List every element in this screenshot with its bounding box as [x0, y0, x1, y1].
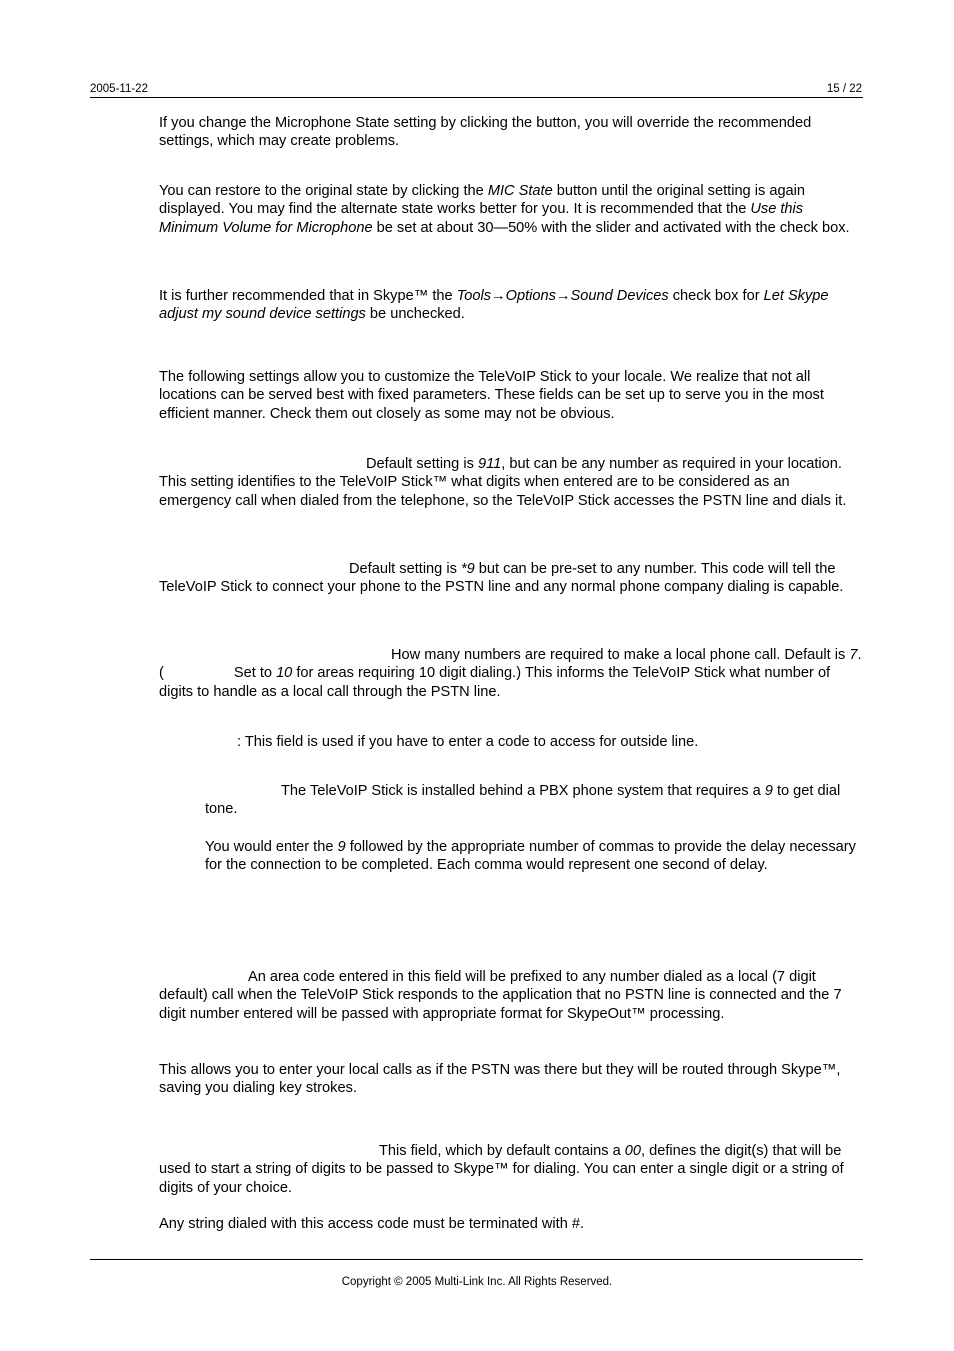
footer-copyright: Copyright © 2005 Multi-Link Inc. All Rights Reserved. [341, 1276, 613, 1288]
paragraph-restore-state: You can restore to the original state by clicking the MIC State button until the original setting is again displayed. You may find the alternate state works better for you. It is recommended that the Use this Minimum Volume for Microphone be set at about 30—50% with the slider and activated with the check box. [159, 183, 850, 236]
paragraph-skype-recommendation: It is further recommended that in Skype™ the Tools→Options→Sound Devices check box for Let Skype adjust my sound device settings be unchecked. [159, 288, 829, 323]
paragraph-locale-settings: The following settings allow you to customize the TeleVoIP Stick to your locale. We realize that not all locations can be served best with fixed parameters. These fields can be set up to serve you in the most efficient manner. Check them out closely as some may not be obvious. [159, 369, 824, 422]
paragraph-local-digits: How many numbers are required to make a local phone call. Default is 7. ( Set to 10 for areas requiring 10 digit dialing.) This informs the TeleVoIP Stick what number of digits to handle as a local call through the PSTN line. [159, 647, 862, 700]
header-date: 2005-11-22 [90, 83, 148, 95]
paragraph-pbx-example: The TeleVoIP Stick is installed behind a PBX phone system that requires a 9 to get dial tone. [205, 783, 841, 818]
paragraph-termination: Any string dialed with this access code must be terminated with #. [159, 1216, 585, 1232]
header-page-number: 15 / 22 [826, 83, 862, 95]
footer-rule [90, 1259, 863, 1260]
paragraph-emergency-number: Default setting is 911, but can be any number as required in your location. This setting identifies to the TeleVoIP Stick™ what digits when entered are to be considered as an emergency call when dialed from the telephone, so the TeleVoIP Stick accesses the PSTN line and dials it. [159, 456, 847, 509]
paragraph-pstn-access-code: Default setting is *9 but can be pre-set to any number. This code will tell the TeleVoIP Stick to connect your phone to the PSTN line and any normal phone company dialing is capable. [159, 561, 844, 596]
paragraph-local-calls-skype: This allows you to enter your local calls as if the PSTN was there but they will be routed through Skype™, saving you dialing key strokes. [159, 1062, 841, 1097]
paragraph-mic-state-warning: If you change the Microphone State setting by clicking the button, you will override the recommended settings, which may create problems. [159, 115, 812, 150]
header-rule [90, 97, 863, 98]
paragraph-skype-access-code: This field, which by default contains a 00, defines the digit(s) that will be used to start a string of digits to be passed to Skype™ for dialing. You can enter a single digit or a string of digits of your choice. [159, 1143, 844, 1196]
paragraph-outside-line: : This field is used if you have to enter a code to access for outside line. [237, 734, 699, 750]
paragraph-area-code: An area code entered in this field will be prefixed to any number dialed as a local (7 digit default) call when the TeleVoIP Stick responds to the application that no PSTN line is connected and the 7 digit number entered will be passed with appropriate format for SkypeOut™ processing. [159, 969, 842, 1022]
paragraph-comma-delay: You would enter the 9 followed by the appropriate number of commas to provide the delay necessary for the connection to be completed. Each comma would represent one second of delay. [205, 839, 856, 874]
